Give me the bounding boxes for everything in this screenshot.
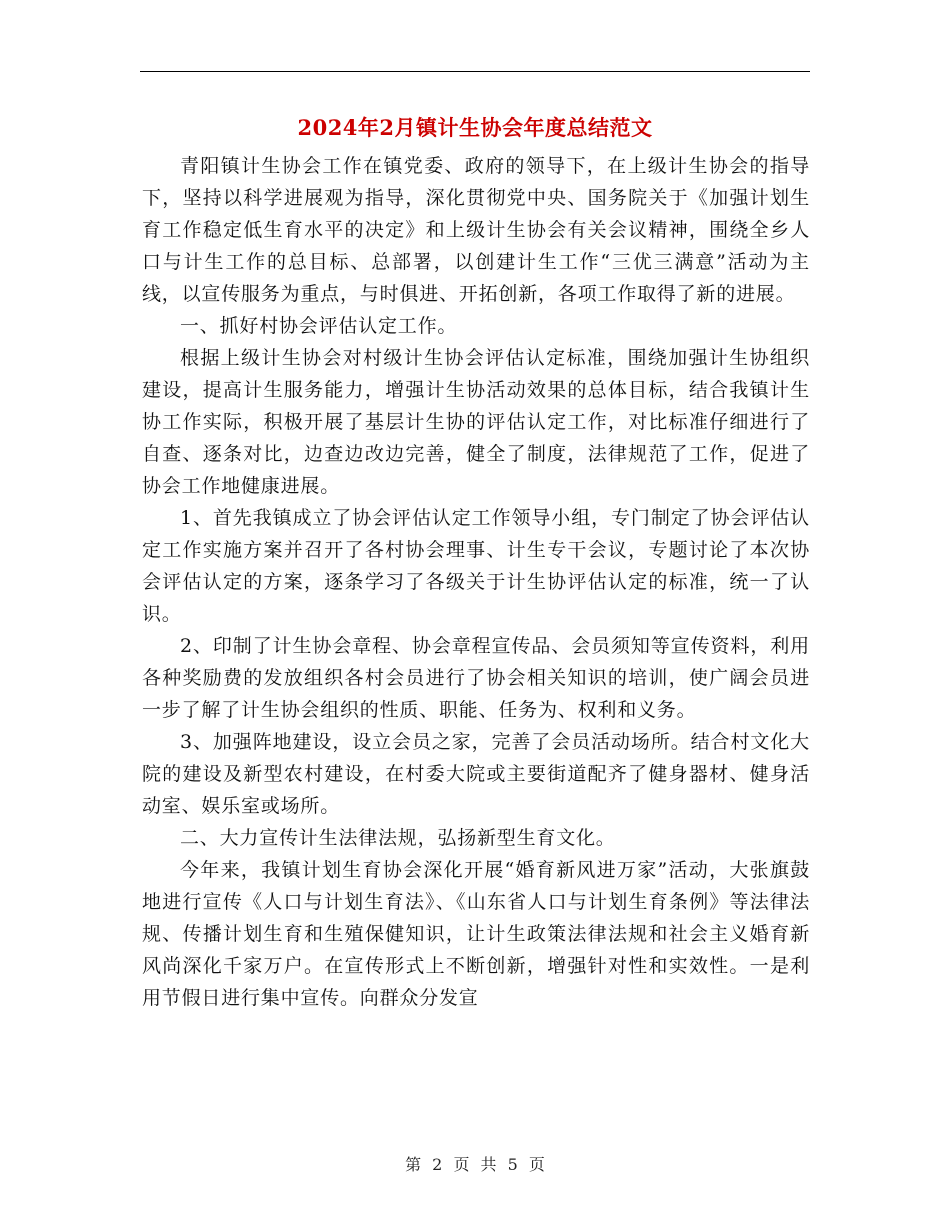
- paragraph-item-3: 3、加强阵地建设，设立会员之家，完善了会员活动场所。结合村文化大院的建设及新型农村建设，在村委大院或主要街道配齐了健身器材、健身活动室、娱乐室或场所。: [142, 731, 810, 817]
- document-body: [142, 150, 810, 1014]
- paragraph-section-1: 根据上级计生协会对村级计生协会评估认定标准，围绕加强计生协组织建设，提高计生服务能力，增强计生协活动效果的总体目标，结合我镇计生协工作实际，积极开展了基层计生协的评估认定工作，对比标准仔细进行了自查、逐条对比，边查边改边完善，健全了制度，法律规范了工作，促进了协会工作地健康进展。: [142, 347, 810, 497]
- section-heading-2: 二、大力宣传计生法律法规，弘扬新型生育文化。: [180, 827, 616, 849]
- section-heading-1: 一、抓好村协会评估认定工作。: [180, 315, 458, 337]
- paragraph-intro: 青阳镇计生协会工作在镇党委、政府的领导下，在上级计生协会的指导下，坚持以科学进展观为指导，深化贯彻党中央、国务院关于《加强计划生育工作稳定低生育水平的决定》和上级计生协会有关会议精神，围绕全乡人口与计生工作的总目标、总部署，以创建计生工作“三优三满意”活动为主线，以宣传服务为重点，与时俱进、开拓创新，各项工作取得了新的进展。: [142, 155, 810, 305]
- paragraph-item-2: 2、印制了计生协会章程、协会章程宣传品、会员须知等宣传资料，利用各种奖励费的发放组织各村会员进行了协会相关知识的培训，使广阔会员进一步了解了计生协会组织的性质、职能、任务为、权利和义务。: [142, 635, 810, 721]
- paragraph-item-1: 1、首先我镇成立了协会评估认定工作领导小组，专门制定了协会评估认定工作实施方案并召开了各村协会理事、计生专干会议，专题讨论了本次协会评估认定的方案，逐条学习了各级关于计生协评估认定的标准，统一了认识。: [142, 507, 810, 625]
- page-number: 第 2 页 共 5 页: [405, 1155, 545, 1174]
- paragraph-section-2: 今年来，我镇计划生育协会深化开展“婚育新风进万家”活动，大张旗鼓地进行宣传《人口与计划生育法》、《山东省人口与计划生育条例》等法律法规、传播计划生育和生殖保健知识，让计生政策法律法规和社会主义婚育新风尚深化千家万户。在宣传形式上不断创新，增强针对性和实效性。一是利用节假日进行集中宣传。向群众分发宣: [142, 859, 810, 1009]
- header-rule: [140, 71, 810, 72]
- document-title: 2024年2月镇计生协会年度总结范文: [297, 115, 653, 140]
